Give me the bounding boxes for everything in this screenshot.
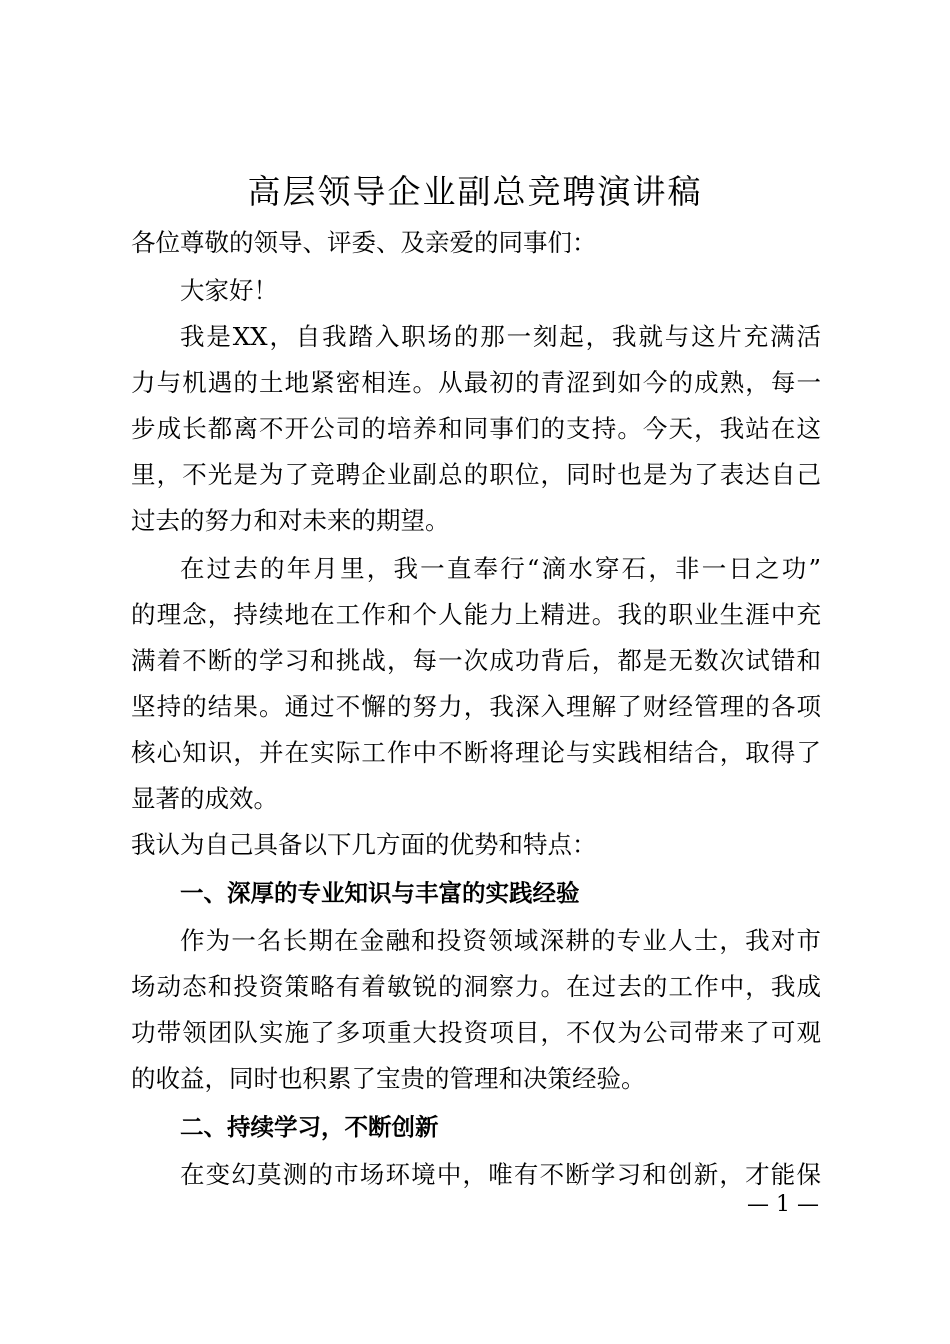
- paragraph-line: 里，不光是为了竞聘企业副总的职位，同时也是为了表达自己: [131, 460, 821, 489]
- paragraph-line: 在过去的年月里，我一直奉行“滴水穿石，非一日之功”: [180, 554, 821, 583]
- paragraph-line: 场动态和投资策略有着敏锐的洞察力。在过去的工作中，我成: [131, 972, 821, 1001]
- paragraph-line: 满着不断的学习和挑战，每一次成功背后，都是无数次试错和: [131, 646, 821, 675]
- greeting: 大家好！: [180, 276, 278, 305]
- paragraph-line: 我是XX，自我踏入职场的那一刻起，我就与这片充满活: [180, 322, 821, 351]
- paragraph-line: 作为一名长期在金融和投资领域深耕的专业人士，我对市: [180, 926, 821, 955]
- paragraph-introduction: [131, 314, 821, 544]
- paragraph-career: [131, 546, 821, 822]
- paragraph-line: 过去的努力和对未来的期望。: [131, 506, 450, 535]
- section-heading-2: 二、持续学习，不断创新: [180, 1113, 439, 1141]
- paragraph-line: 核心知识，并在实际工作中不断将理论与实践相结合，取得了: [131, 738, 821, 767]
- salutation: 各位尊敬的领导、评委、及亲爱的同事们：: [131, 228, 597, 257]
- paragraph-line: 的理念，持续地在工作和个人能力上精进。我的职业生涯中充: [131, 600, 821, 629]
- section-heading-1: 一、深厚的专业知识与丰富的实践经验: [180, 879, 580, 907]
- paragraph-line: 的收益，同时也积累了宝贵的管理和决策经验。: [131, 1064, 646, 1093]
- paragraph-line: 功带领团队实施了多项重大投资项目，不仅为公司带来了可观: [131, 1018, 821, 1047]
- document-title: 高层领导企业副总竞聘演讲稿: [247, 172, 703, 211]
- section-1-body: [131, 918, 821, 1102]
- document-body: [131, 220, 821, 1198]
- paragraph-line: 坚持的结果。通过不懈的努力，我深入理解了财经管理的各项: [131, 692, 821, 721]
- section-2-body: [131, 1152, 821, 1198]
- paragraph-line: 显著的成效。: [131, 784, 278, 813]
- page-number: — 1 —: [747, 1192, 819, 1217]
- paragraph-line: 在变幻莫测的市场环境中，唯有不断学习和创新，才能保: [180, 1160, 821, 1189]
- strengths-intro: 我认为自己具备以下几方面的优势和特点：: [131, 830, 597, 859]
- paragraph-line: 力与机遇的土地紧密相连。从最初的青涩到如今的成熟，每一: [131, 368, 821, 397]
- paragraph-line: 步成长都离不开公司的培养和同事们的支持。今天，我站在这: [131, 414, 821, 443]
